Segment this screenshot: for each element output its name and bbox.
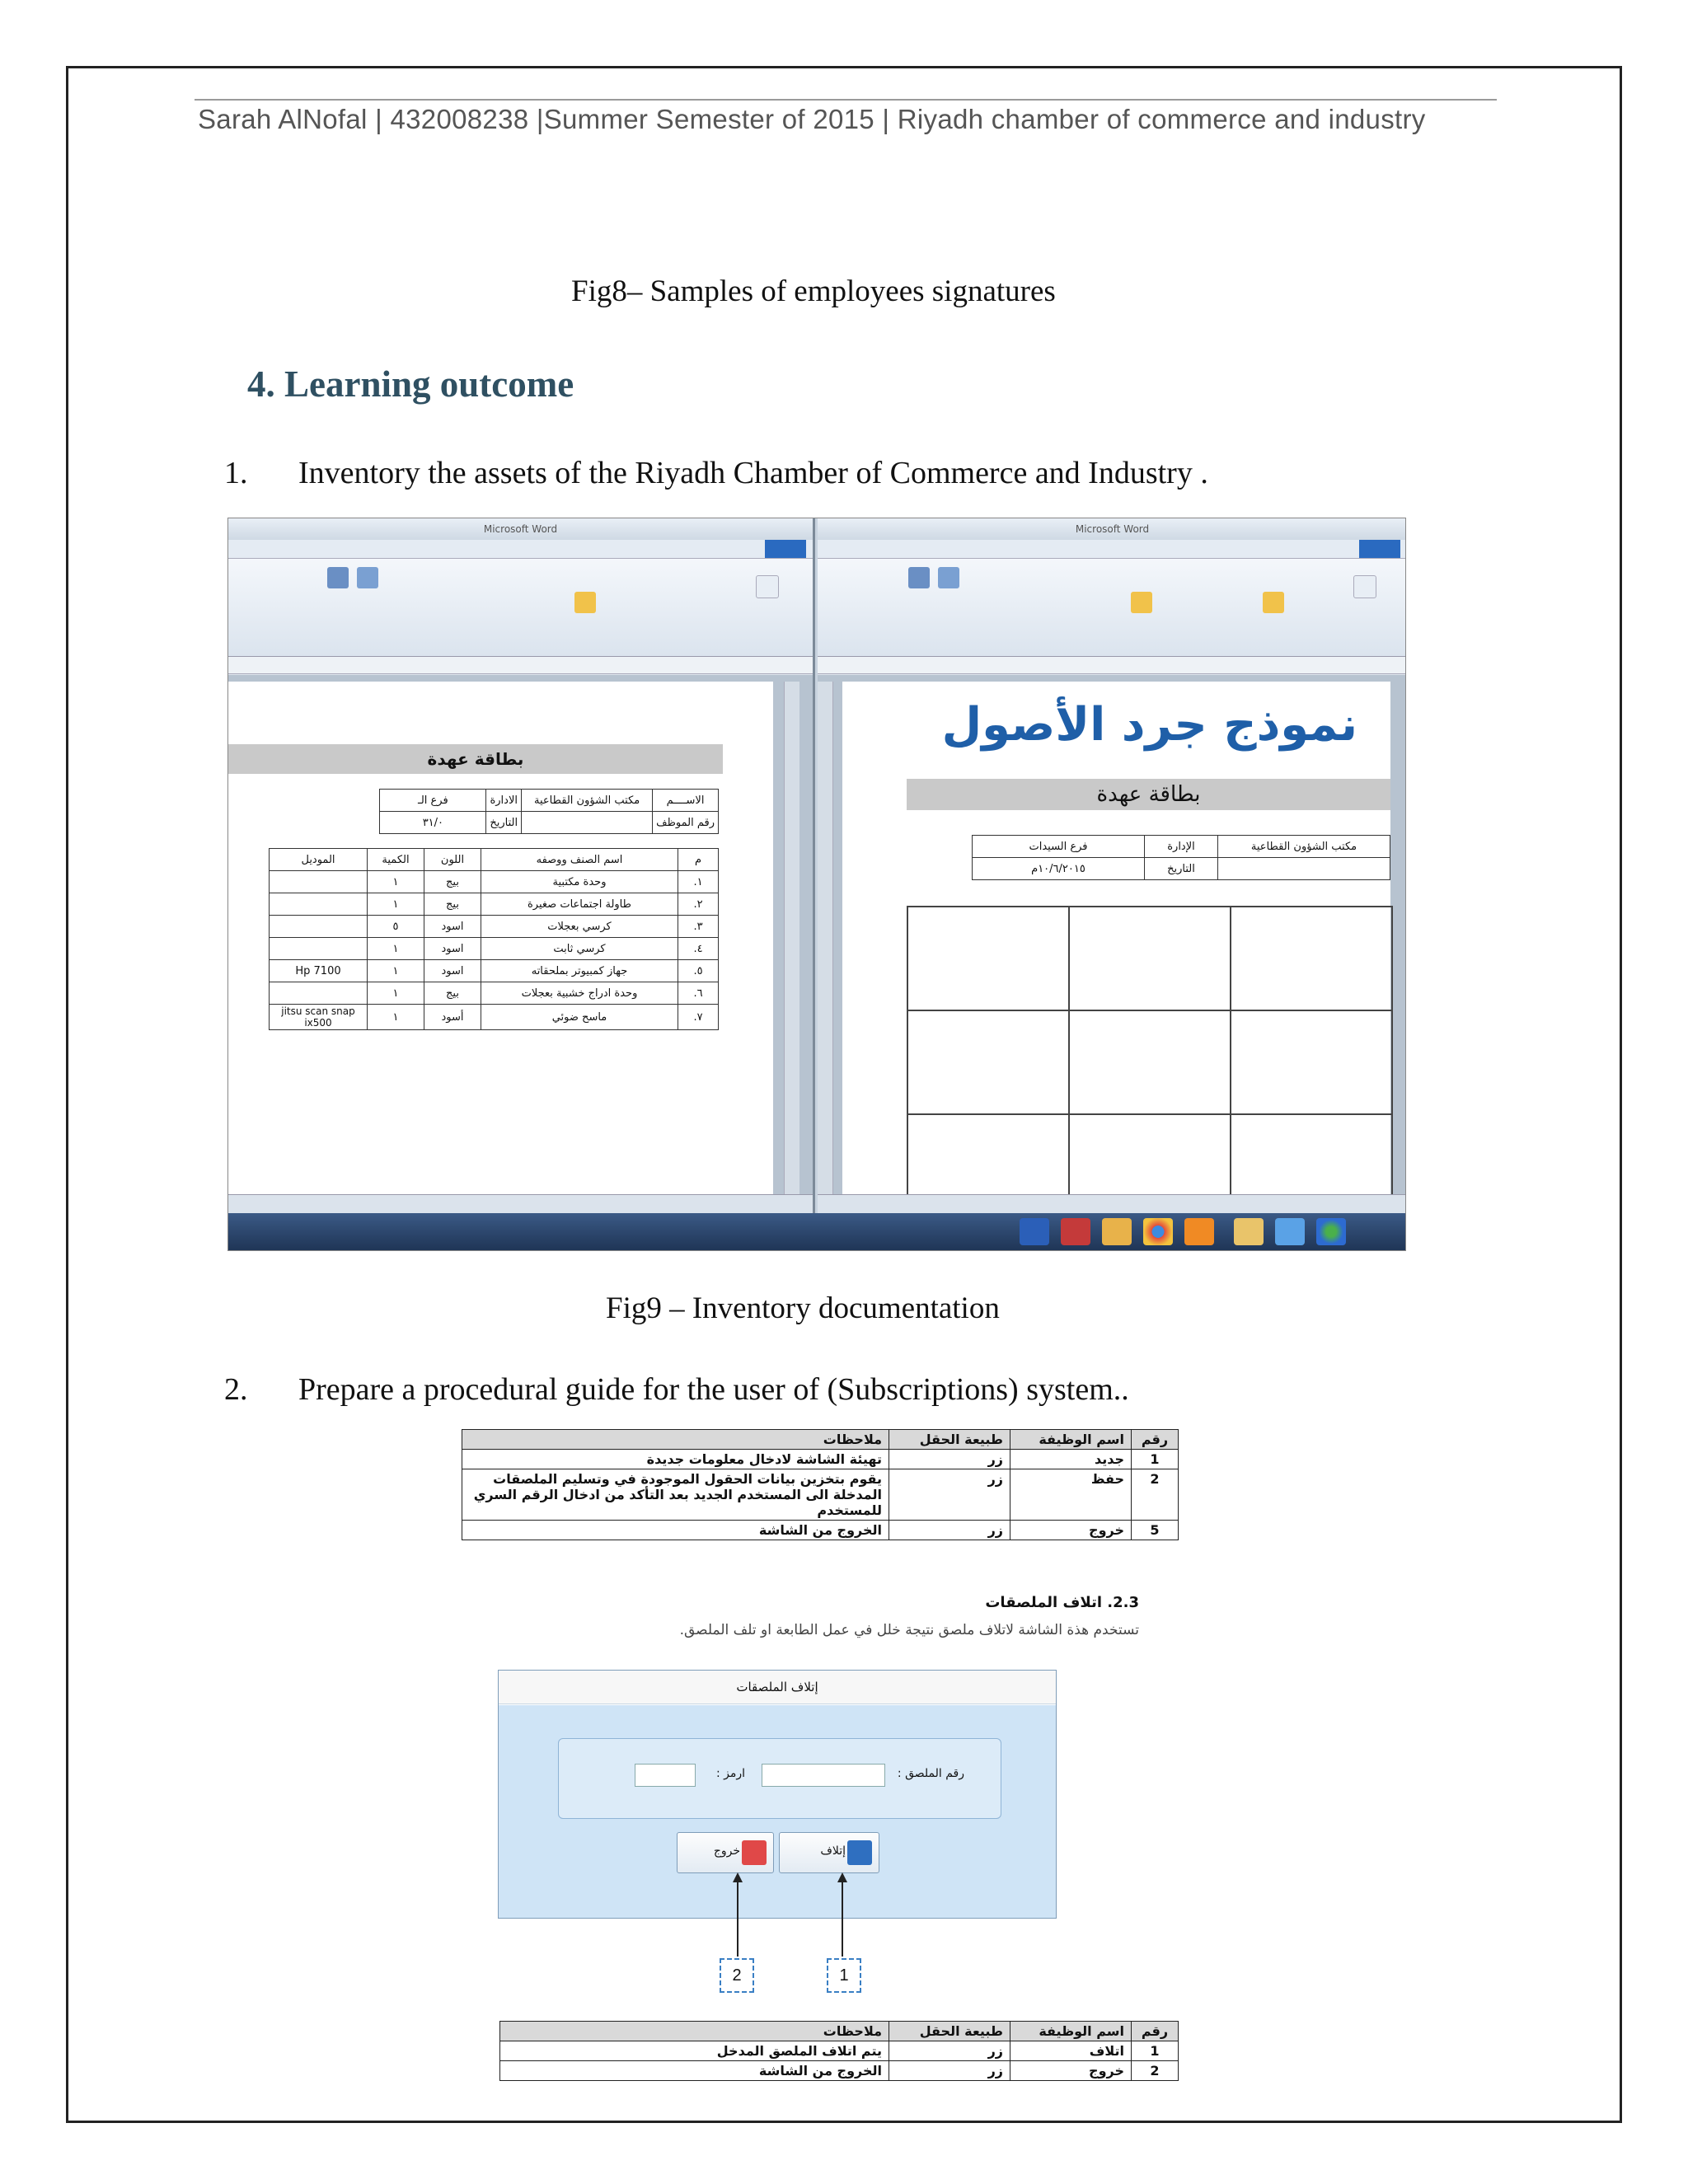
callout-2: 2	[720, 1958, 754, 1993]
code-label: ارمز :	[715, 1767, 745, 1780]
windows-icon[interactable]	[1316, 1218, 1346, 1245]
media-icon[interactable]	[1184, 1218, 1214, 1245]
functions-table-1	[462, 1429, 1179, 1540]
destroy-stickers-dialog	[498, 1670, 1057, 1919]
header-cell: ملاحظات	[462, 1430, 889, 1450]
cell: ١	[368, 871, 424, 893]
list-number: 2.	[224, 1372, 248, 1407]
cell: مكتب الشؤون القطاعية	[522, 790, 653, 812]
dialog-title: إتلاف الملصقات	[499, 1671, 1056, 1704]
page-header: Sarah AlNofal | 432008238 |Summer Semester of 2015 | Riyadh chamber of commerce and industry	[198, 104, 1426, 134]
folder-icon[interactable]	[1102, 1218, 1132, 1245]
cell: ٦.	[678, 982, 719, 1005]
cell	[1218, 858, 1390, 880]
cell: jitsu scan snap ix500	[270, 1005, 368, 1030]
document-area	[818, 675, 1406, 1195]
list-text: Inventory the assets of the Riyadh Chamber of Commerce and Industry .	[298, 456, 1208, 490]
subsection-description: تستخدم هذة الشاشة لاتلاف ملصق نتيجة خلل في عمل الطابعة او تلف الملصق.	[679, 1622, 1139, 1638]
cell: زر	[889, 1450, 1010, 1469]
cell: مكتب الشؤون القطاعية	[1218, 836, 1390, 858]
cell: خروج	[1010, 2061, 1132, 2081]
file-tab	[765, 540, 806, 558]
header-cell: اسم الصنف ووصفه	[481, 849, 678, 871]
header-cell: طبيعة الحقل	[889, 1430, 1010, 1450]
cell: ماسح ضوئي	[481, 1005, 678, 1030]
left-word-window	[228, 518, 815, 1215]
cell: اسود	[424, 938, 481, 960]
cell: فرع الـ	[380, 790, 486, 812]
dialog-body	[499, 1705, 1056, 1918]
assets-table	[269, 848, 719, 1030]
document-page	[228, 682, 773, 1195]
cell: ١٠/٦/٢٠١٥م	[973, 858, 1145, 880]
header-cell: الكمية	[368, 849, 424, 871]
info-table	[972, 835, 1390, 880]
word-icon[interactable]	[1020, 1218, 1049, 1245]
header-cell: اسم الوظيفة	[1010, 1430, 1132, 1450]
cell: الادارة	[486, 790, 522, 812]
cell: ٢.	[678, 893, 719, 916]
highlight-icon	[1263, 592, 1284, 613]
header-cell: ملاحظات	[500, 2022, 889, 2041]
cell: الخروج من الشاشة	[500, 2061, 889, 2081]
cell: ٧.	[678, 1005, 719, 1030]
font-icon	[357, 567, 378, 588]
callout-line	[737, 1881, 738, 1957]
cell	[270, 938, 368, 960]
cell: 2	[1132, 1469, 1179, 1521]
cell: 1	[1132, 1450, 1179, 1469]
header-cell: رقم	[1132, 2022, 1179, 2041]
fig9-caption: Fig9 – Inventory documentation	[606, 1291, 1000, 1325]
section-heading: 4. Learning outcome	[247, 363, 574, 405]
cell: ١	[368, 893, 424, 916]
list-item-2	[224, 1371, 1461, 1413]
destroy-button-label: إتلاف	[820, 1844, 846, 1858]
cell: بيج	[424, 871, 481, 893]
table-row	[500, 2061, 1179, 2081]
cell: طاولة اجتماعات صغيرة	[481, 893, 678, 916]
ribbon-tabs	[818, 540, 1406, 559]
font-icon	[327, 567, 349, 588]
list-number: 1.	[224, 456, 248, 490]
header-cell: طبيعة الحقل	[889, 2022, 1010, 2041]
chrome-icon[interactable]	[1143, 1218, 1173, 1245]
cell: زر	[889, 2061, 1010, 2081]
paste-icon	[756, 575, 779, 598]
status-bar	[228, 1194, 813, 1215]
pdf-icon[interactable]	[1061, 1218, 1090, 1245]
cell: حفظ	[1010, 1469, 1132, 1521]
vertical-scrollbar[interactable]	[784, 682, 799, 1195]
header-cell: رقم	[1132, 1430, 1179, 1450]
document-area	[228, 675, 813, 1195]
exit-button-label: خروج	[713, 1844, 740, 1858]
subsection-title: 2.3. اتلاف الملصقات	[985, 1594, 1139, 1611]
empty-grid	[907, 906, 1393, 1195]
table-row	[462, 1450, 1179, 1469]
card-title: بطاقة عهدة	[907, 779, 1390, 810]
functions-table-2	[499, 2021, 1179, 2081]
window-title-bar: Microsoft Word	[228, 518, 813, 540]
header-rule	[195, 99, 1497, 101]
header-cell: اسم الوظيفة	[1010, 2022, 1132, 2041]
header-cell: الموديل	[270, 849, 368, 871]
cell: ١	[368, 982, 424, 1005]
cell: بيج	[424, 982, 481, 1005]
cell	[522, 812, 653, 834]
cell: ٣.	[678, 916, 719, 938]
ruler	[228, 657, 813, 674]
cell	[270, 893, 368, 916]
cell: أسود	[424, 1005, 481, 1030]
list-item-1	[224, 455, 1461, 496]
cell: جهاز كمبيوتر بملحقاته	[481, 960, 678, 982]
word-screenshot	[227, 518, 1406, 1251]
paste-icon	[1353, 575, 1376, 598]
cell: التاريخ	[486, 812, 522, 834]
cell: ٣١/٠	[380, 812, 486, 834]
cell: تهيئة الشاشة لادخال معلومات جديدة	[462, 1450, 889, 1469]
callout-1: 1	[827, 1958, 861, 1993]
ie-icon[interactable]	[1275, 1218, 1305, 1245]
code-input[interactable]	[635, 1764, 696, 1787]
cell: يتم اتلاف الملصق المدخل	[500, 2041, 889, 2061]
font-icon	[938, 567, 959, 588]
sticker-number-input[interactable]	[762, 1764, 885, 1787]
cell: التاريخ	[1145, 858, 1218, 880]
ribbon	[228, 559, 813, 657]
ribbon-tabs	[228, 540, 813, 559]
cell: وحدة مكتبية	[481, 871, 678, 893]
cell: فرع السيدات	[973, 836, 1145, 858]
cell	[270, 916, 368, 938]
header-cell: اللون	[424, 849, 481, 871]
cell	[270, 871, 368, 893]
header-cell: م	[678, 849, 719, 871]
cell: 1	[1132, 2041, 1179, 2061]
callout-line	[842, 1881, 843, 1957]
cell: ١	[368, 960, 424, 982]
ribbon	[818, 559, 1406, 657]
file-tab	[1359, 540, 1400, 558]
document-page	[842, 682, 1390, 1195]
cell: بيج	[424, 893, 481, 916]
sticker-number-label: رقم الملصق :	[897, 1767, 964, 1780]
cell	[270, 982, 368, 1005]
cell: اتلاف	[1010, 2041, 1132, 2061]
cell: خروج	[1010, 1521, 1132, 1540]
cell: ٥	[368, 916, 424, 938]
info-table	[379, 789, 719, 834]
cell: كرسي ثابت	[481, 938, 678, 960]
table-row	[462, 1469, 1179, 1521]
windows-taskbar	[228, 1213, 1405, 1250]
power-icon	[742, 1840, 767, 1865]
cell: رقم الموظف	[653, 812, 719, 834]
cell: زر	[889, 2041, 1010, 2061]
cell: Hp 7100	[270, 960, 368, 982]
vertical-scrollbar[interactable]	[818, 682, 833, 1195]
card-title: بطاقة عهدة	[228, 744, 723, 774]
cell: ١	[368, 938, 424, 960]
explorer-icon[interactable]	[1234, 1218, 1264, 1245]
ruler	[818, 657, 1406, 674]
highlight-icon	[574, 592, 596, 613]
cell: ١.	[678, 871, 719, 893]
cell: الاســــم	[653, 790, 719, 812]
input-group	[558, 1738, 1001, 1819]
list-text: Prepare a procedural guide for the user of (Subscriptions) system..	[298, 1372, 1129, 1407]
cell: وحدة ادراج خشبية بعجلات	[481, 982, 678, 1005]
cell: يقوم بتخزين بيانات الحقول الموجودة في وتسليم الملصقات المدخلة الى المستخدم الجديد بعد التأكد من ادخال الرقم السري للمستخدم	[462, 1469, 889, 1521]
cell: 5	[1132, 1521, 1179, 1540]
cell: زر	[889, 1469, 1010, 1521]
destroy-button[interactable]	[779, 1832, 879, 1873]
form-title: نموذج جرد الأصول	[941, 698, 1357, 752]
cell: جديد	[1010, 1450, 1132, 1469]
cell: اسود	[424, 960, 481, 982]
right-word-window	[818, 518, 1406, 1215]
table-row	[500, 2041, 1179, 2061]
cell: 2	[1132, 2061, 1179, 2081]
cell: اسود	[424, 916, 481, 938]
cell: الإدارة	[1145, 836, 1218, 858]
cell: ٥.	[678, 960, 719, 982]
cell: كرسي بعجلات	[481, 916, 678, 938]
exit-button[interactable]	[677, 1832, 774, 1873]
status-bar	[818, 1194, 1406, 1215]
font-icon	[908, 567, 930, 588]
cell: الخروج من الشاشة	[462, 1521, 889, 1540]
table-header-row	[500, 2022, 1179, 2041]
fig8-caption: Fig8– Samples of employees signatures	[571, 274, 1056, 308]
table-row	[462, 1521, 1179, 1540]
cell: ٤.	[678, 938, 719, 960]
save-disk-icon	[847, 1840, 872, 1865]
cell: زر	[889, 1521, 1010, 1540]
window-title-bar: Microsoft Word	[818, 518, 1406, 540]
table-header-row	[462, 1430, 1179, 1450]
highlight-icon	[1131, 592, 1152, 613]
cell: ١	[368, 1005, 424, 1030]
